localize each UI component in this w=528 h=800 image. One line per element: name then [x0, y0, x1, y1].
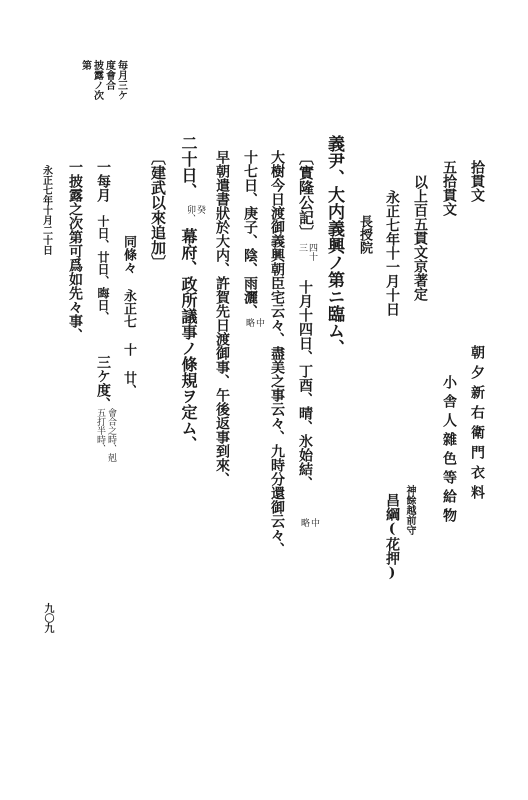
text-column-7-note-d: 略 — [299, 518, 309, 527]
signature-name: 昌綱(花押) — [384, 493, 400, 581]
margin-note-left-date: 永正七年十月二十日 — [40, 165, 52, 255]
text-column-7-body: 十月十四日、丁酉、晴、氷始結、 — [297, 280, 313, 490]
text-column-14-a: 一每月 — [95, 160, 111, 202]
text-column-5: 長授院 — [357, 215, 372, 254]
margin-note-right-4: 第 — [79, 60, 91, 70]
text-column-14-c: 三ケ度、 — [95, 355, 111, 411]
text-column-7-note-b: 三 — [297, 243, 307, 252]
text-column-11-b: 幕府、政所議事ノ條規ヲ定ム、 — [179, 228, 198, 452]
text-column-11-note-a: 癸 — [195, 205, 205, 214]
text-column-15: 一披露之次第可爲如先々事、 — [67, 160, 83, 342]
text-column-2: 五拾貫文 — [441, 160, 457, 216]
text-column-7-note-a: 四十 — [307, 243, 317, 261]
text-column-14-note-a: 會合之時、剋 — [106, 408, 116, 462]
text-column-11-a: 二十日、 — [179, 135, 198, 199]
text-column-9-note-b: 略 — [244, 318, 254, 327]
margin-note-right-3: 披露ノ次 — [91, 60, 103, 100]
text-column-7-note-c: 中 — [309, 518, 319, 527]
text-column-2b: 小舎人雜色等給物 — [441, 375, 457, 527]
margin-note-right-1: 毎月三ケ — [115, 60, 127, 100]
text-column-9-note-a: 中 — [254, 318, 264, 327]
text-column-3: 以上百五貫文京著定 — [412, 175, 428, 301]
text-column-4: 永正七年十一月十日 — [384, 190, 400, 316]
signature-title: 神餘越前守 — [404, 485, 415, 535]
text-column-1: 拾貫文 — [469, 160, 485, 202]
margin-note-right-2: 度會合 — [103, 60, 115, 90]
text-column-1b: 朝夕新右衛門衣料 — [469, 345, 485, 505]
text-column-7-source: 〔實隆公記〕 — [297, 150, 315, 240]
text-column-14-note-b: 五打半時、 — [95, 408, 105, 453]
text-column-8: 大樹今日渡御義興朝臣宅云々、盡美之事云々、九時分還御云々、 — [269, 150, 285, 556]
page-number: 九〇九 — [42, 603, 53, 633]
text-column-12-source: 〔建武以來追加〕 — [149, 150, 167, 270]
text-column-10: 早朝遣書狀於大内、許賀先日渡御事、午後返事到來、 — [214, 150, 230, 486]
text-column-9: 十七日、庚子、陰、雨灑、 — [242, 150, 258, 318]
text-column-6-heading: 義尹、大内義興ノ第ニ臨ム、 — [324, 135, 344, 356]
text-column-14-b: 十日、廿日、晦日、 — [96, 215, 110, 323]
text-column-11-note-b: 卯、 — [185, 205, 195, 223]
text-column-13: 同條々 永正七 十 廿、 — [121, 235, 136, 397]
